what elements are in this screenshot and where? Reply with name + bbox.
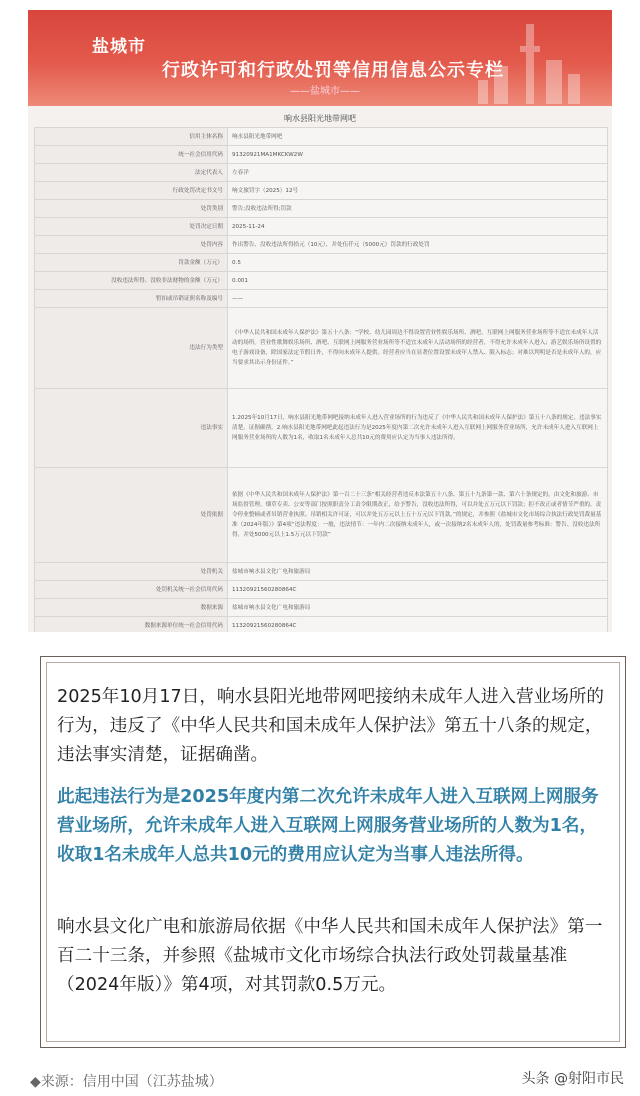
banner-city: 盐城市 xyxy=(92,37,146,57)
table-row xyxy=(35,290,608,308)
table-row xyxy=(35,272,608,290)
table-row xyxy=(35,581,608,599)
row-label: 统一社会信用代码 xyxy=(35,146,228,164)
row-value: 依据《中华人民共和国未成年人保护法》第一百二十三条“相关经营者违反本法第五十八条、第五十九条第一款、第六十条规定的，由文化和旅游、市场监督管理、烟草专卖、公安等部门按照职责分工责令限期改正，给予警告，没收违法所得，可以并处五万元以下罚款；拒不改正或者情节严重的，责令停业整顿或者吊销营业执照、吊销相关许可证，可以并处五万元以上五十万元以下罚款。”的规定，并参照《盐城市文化市场综合执法行政处罚裁量基准（2024年版）》第4项“违法程度：一般，违法情节：一年内二次接纳未成年人，或一次接纳2名未成年人的，处罚裁量参考标准：警告、没收违法所得，并处5000元以上1.5万元以下罚款” xyxy=(228,468,608,563)
row-value: 91320921MA1MKCKW2W xyxy=(228,146,608,164)
table-row xyxy=(35,236,608,254)
banner-title: 行政许可和行政处罚等信用信息公示专栏 xyxy=(162,60,504,81)
row-value: 11320921560280864C xyxy=(228,581,608,599)
row-label: 处罚机关统一社会信用代码 xyxy=(35,581,228,599)
table-row xyxy=(35,468,608,563)
table-row xyxy=(35,563,608,581)
table-row xyxy=(35,182,608,200)
table-row xyxy=(35,146,608,164)
excerpt-paragraph-facts: 2025年10月17日，响水县阳光地带网吧接纳未成年人进入营业场所的行为，违反了《中华人民共和国未成年人保护法》第五十八条的规定，违法事实清楚，证据确凿。 xyxy=(57,687,604,765)
row-value: 2025-11-24 xyxy=(228,218,608,236)
entity-heading: 响水县阳光地带网吧 xyxy=(284,114,356,123)
table-row xyxy=(35,218,608,236)
table-row xyxy=(35,308,608,389)
row-label: 处罚内容 xyxy=(35,236,228,254)
row-label: 数据来源 xyxy=(35,599,228,617)
table-row xyxy=(35,200,608,218)
row-label: 处罚依据 xyxy=(35,468,228,563)
table-row xyxy=(35,599,608,617)
table-row xyxy=(35,128,608,146)
row-value: 11320921560280864C xyxy=(228,617,608,633)
row-label: 暂扣或吊销证照名称及编号 xyxy=(35,290,228,308)
row-value: 响文旅罚字（2025）12号 xyxy=(228,182,608,200)
row-value: —— xyxy=(228,290,608,308)
row-label: 违法事实 xyxy=(35,389,228,468)
row-label: 处罚机关 xyxy=(35,563,228,581)
row-label: 罚款金额（万元） xyxy=(35,254,228,272)
row-value: 盐城市响水县文化广电和旅游局 xyxy=(228,563,608,581)
table-row xyxy=(35,389,608,468)
row-label: 处罚决定日期 xyxy=(35,218,228,236)
row-value: 盐城市响水县文化广电和旅游局 xyxy=(228,599,608,617)
row-label: 信用主体名称 xyxy=(35,128,228,146)
document-photo xyxy=(28,10,612,632)
header-banner xyxy=(28,10,612,106)
excerpt-paragraph-penalty: 响水县文化广电和旅游局依据《中华人民共和国未成年人保护法》第一百二十三条，并参照《盐城市文化市场综合执法行政处罚裁量基准（2024年版）》第4项，对其罚款0.5万元。 xyxy=(57,917,603,995)
row-label: 没收违法所得、没收非法财物的金额（万元） xyxy=(35,272,228,290)
row-value: 《中华人民共和国未成年人保护法》第五十八条：“学校、幼儿园周边不得设置营业性娱乐场所、酒吧、互联网上网服务营业场所等不适宜未成年人活动的场所。营业性歌舞娱乐场所、酒吧、互联网上网服务营业场所等不适宜未成年人活动场所的经营者，不得允许未成年人进入；游艺娱乐场所设置的电子游戏设备，除国家法定节假日外，不得向未成年人提供。经营者应当在显著位置设置未成年人禁入、限入标志；对难以判明是否是未成年人的，应当要求其出示身份证件。” xyxy=(228,308,608,389)
row-value: 0.5 xyxy=(228,254,608,272)
source-note: ◆来源：信用中国（江苏盐城） xyxy=(30,1074,223,1090)
watermark: 头条 @射阳市民 xyxy=(521,1071,624,1087)
row-label: 违法行为类型 xyxy=(35,308,228,389)
table-row xyxy=(35,254,608,272)
row-label: 处罚类别 xyxy=(35,200,228,218)
row-value: 响水县阳光地带网吧 xyxy=(228,128,608,146)
penalty-record-table xyxy=(34,127,608,632)
banner-subtitle: ——盐城市—— xyxy=(290,86,360,97)
row-label: 数据来源单位统一社会信用代码 xyxy=(35,617,228,633)
row-value: 1.2025年10月17日，响水县阳光地带网吧接纳未成年人进入营业场所的行为违反了《中华人民共和国未成年人保护法》第五十八条的规定，违法事实清楚，证据确凿。2.响水县阳光地带网吧此起违法行为是2025年度内第二次允许未成年人进入互联网上网服务营业场所，允许未成年人进入互联网上网服务营业场所的人数为1名，收取1名未成年人总共10元的费用应认定为当事人违法所得。 xyxy=(228,389,608,468)
row-value: 警告;没收违法所得;罚款 xyxy=(228,200,608,218)
row-value: 左春洋 xyxy=(228,164,608,182)
excerpt-paragraph-highlight: 此起违法行为是2025年度内第二次允许未成年人进入互联网上网服务营业场所，允许未成年人进入互联网上网服务营业场所的人数为1名，收取1名未成年人总共10元的费用应认定为当事人违法所得。 xyxy=(57,787,599,865)
excerpt-box xyxy=(40,656,626,1048)
row-label: 行政处罚决定书文号 xyxy=(35,182,228,200)
row-label: 法定代表人 xyxy=(35,164,228,182)
row-value: 作出警告、没收违法所得拾元（10元），并处伍仟元（5000元）罚款的行政处罚 xyxy=(228,236,608,254)
table-row xyxy=(35,617,608,633)
row-value: 0.001 xyxy=(228,272,608,290)
table-row xyxy=(35,164,608,182)
